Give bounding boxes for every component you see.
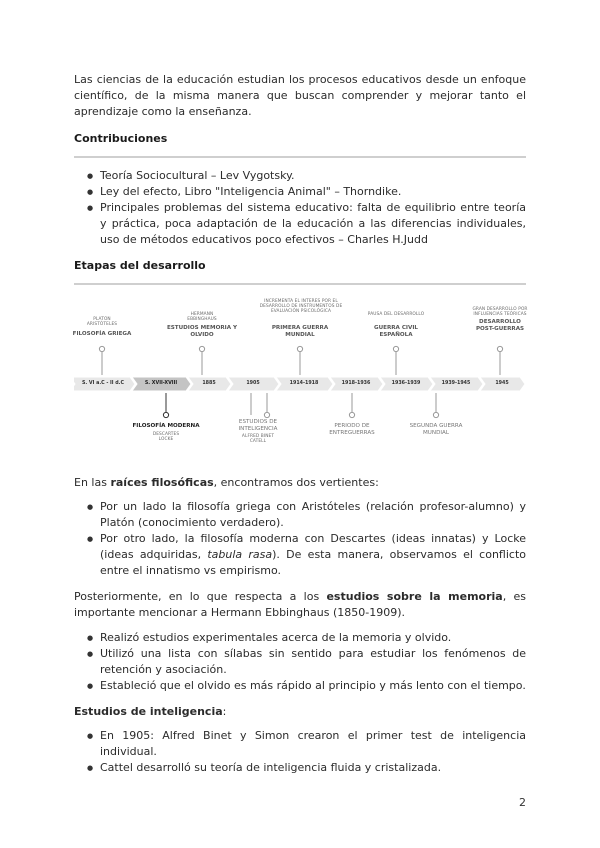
timeline-primera-guerra: PRIMERA GUERRA MUNDIAL [271, 325, 329, 338]
contribuciones-heading: Contribuciones [74, 132, 168, 145]
timeline-segment-label: 1885 [202, 381, 216, 386]
list-item: ● Cattel desarrolló su teoría de inteligencia fluida y cristalizada. [74, 760, 526, 776]
timeline-moderna-note: DESCARTES LOCKE [152, 432, 180, 443]
list-item: ● Estableció que el olvido es más rápido al principio y más lento con el tiempo. [74, 678, 526, 694]
timeline-segment-label: S. VI a.C - II d.C [81, 381, 125, 386]
contribuciones-list [74, 168, 526, 248]
timeline-segment-label: 1936-1939 [391, 381, 421, 386]
inteligencia-heading: Estudios de inteligencia: [74, 705, 227, 718]
raices-paragraph: En las raíces filosóficas, encontramos dos vertientes: [74, 476, 379, 489]
timeline-desarrollo-postguerras: DESARROLLO POST-GUERRAS [475, 319, 525, 332]
list-item: ● Utilizó una lista con sílabas sin sentido para estudiar los fenómenos de retención y asociación. [74, 646, 526, 678]
timeline-segment-label: 1918-1936 [341, 381, 371, 386]
timeline-estudios-inteligencia: ESTUDIOS DE INTELIGENCIA [238, 419, 278, 432]
page-number: 2 [519, 796, 526, 809]
timeline-segment-label: S. XVII-XVIII [144, 381, 178, 386]
timeline-segunda-guerra: SEGUNDA GUERRA MUNDIAL [409, 423, 463, 436]
list-item: ● Por otro lado, la filosofía moderna con Descartes (ideas innatas) y Locke (ideas adquiridas, tabula rasa). De esta manera, observamos el conflicto entre el innatismo vs empirismo. [74, 531, 526, 579]
timeline-filosofia-moderna: FILOSOFÍA MODERNA [132, 423, 200, 429]
memoria-list [74, 630, 526, 694]
timeline-memoria-olvido: ESTUDIOS MEMORIA Y OLVIDO [166, 325, 238, 338]
timeline-ww1-note: INCREMENTA EL INTERES POR EL DESARROLLO DE INSTRUMENTOS DE EVALUACIÓN PSICOLÓGICA [259, 299, 343, 315]
timeline-postguerras-note: GRAN DESARROLLO POR INFLUENCIAS TEÓRICAS [472, 307, 528, 318]
timeline-segment-label: 1905 [246, 381, 260, 386]
timeline-segment-label: 1939-1945 [441, 381, 471, 386]
list-item: ● Ley del efecto, Libro "Inteligencia Animal" – Thorndike. [74, 184, 526, 200]
timeline-platon-note: PLATON ARISTÓTELES [86, 317, 118, 328]
list-item: ● En 1905: Alfred Binet y Simon crearon el primer test de inteligencia individual. [74, 728, 526, 760]
timeline-hermann-note: HERMANN EBBINGHAUS [187, 312, 217, 323]
list-item: ● Principales problemas del sistema educativo: falta de equilibrio entre teoría y práctica, poca adaptación de la educación a las diferencias individuales, uso de métodos educativos poco efectivos – Charles H.Judd [74, 200, 526, 248]
timeline-entreguerras: PERIODO DE ENTREGUERRAS [329, 423, 375, 436]
timeline-diagram [74, 285, 526, 463]
timeline-civil-note: PAUSA DEL DESARROLLO [367, 312, 425, 317]
document-body [74, 70, 526, 776]
list-item: ● Por un lado la filosofía griega con Aristóteles (relación profesor-alumno) y Platón (conocimiento verdadero). [74, 499, 526, 531]
intro-paragraph: Las ciencias de la educación estudian los procesos educativos desde un enfoque científico, de la misma manera que buscan comprender y mejorar tanto el aprendizaje como la enseñanza. [74, 73, 526, 118]
list-item: ● Teoría Sociocultural – Lev Vygotsky. [74, 168, 526, 184]
timeline-segment-label: 1914-1918 [289, 381, 319, 386]
timeline-inteligencia-note: ALFRED BINET CATELL [241, 434, 275, 445]
timeline-segment-label: 1945 [495, 381, 509, 386]
memoria-paragraph: Posteriormente, en lo que respecta a los estudios sobre la memoria, es importante mencionar a Hermann Ebbinghaus (1850-1909). [74, 590, 526, 619]
list-item: ● Realizó estudios experimentales acerca de la memoria y olvido. [74, 630, 526, 646]
inteligencia-list [74, 728, 526, 776]
timeline-guerra-civil: GUERRA CIVIL ESPAÑOLA [373, 325, 418, 338]
raices-list [74, 499, 526, 579]
section-divider [74, 156, 526, 158]
etapas-heading: Etapas del desarrollo [74, 259, 206, 272]
timeline-filosofia-griega: FILOSOFÍA GRIEGA [72, 331, 132, 337]
